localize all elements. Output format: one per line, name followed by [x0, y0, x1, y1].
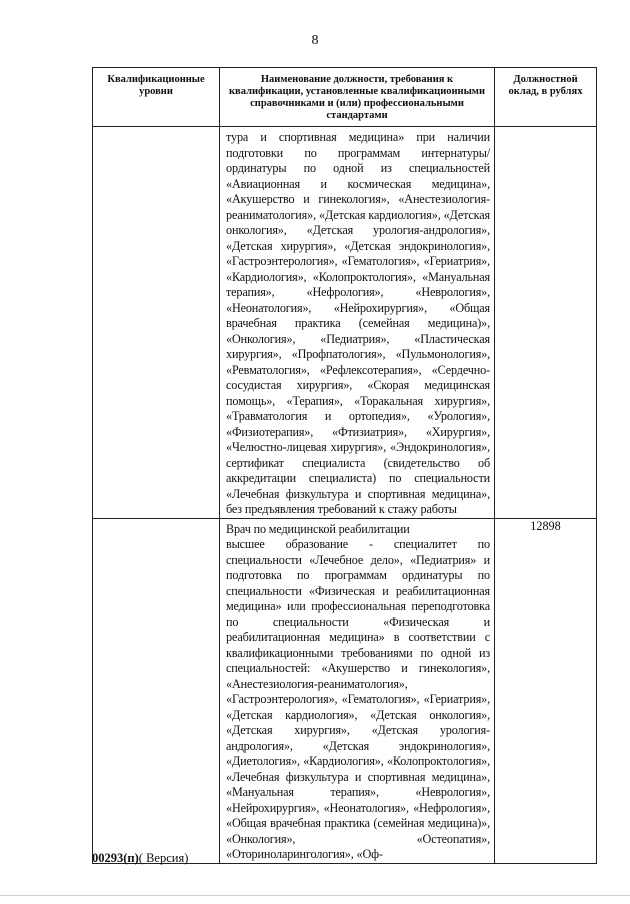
- qualification-table: [92, 67, 597, 864]
- table-row: [93, 127, 597, 519]
- header-position: Наименование должности, требования к квалификации, установленные квалификационными справочниками и (или) профессиональными стандартами: [220, 68, 495, 127]
- salary-cell: 12898: [495, 518, 597, 863]
- salary-cell: [495, 127, 597, 519]
- requirements-text: тура и спортивная медицина» при наличии подготовки по программам интернатуры/ординатуры по одной из специальностей «Авиационная и космическая медицина», «Акушерство и гинекология», «Анестезиология-реаниматология», «Детская кардиология», «Детская онкология», «Детская урология-андрология», «Детская хирургия», «Детская эндокринология», «Гастроэнтерология», «Гематология», «Гериатрия», «Кардиология», «Колопроктология», «Мануальная терапия», «Нефрология», «Неврология», «Неонатология», «Нейрохирургия», «Общая врачебная практика (семейная медицина)», «Онкология», «Педиатрия», «Пластическая хирургия», «Профпатология», «Пульмонология», «Ревматология», «Рефлексотерапия», «Сердечно-сосудистая хирургия», «Скорая медицинская помощь», «Терапия», «Торакальная хирургия», «Травматология и ортопедия», «Урология», «Физиотерапия», «Фтизиатрия», «Хирургия», «Челюстно-лицевая хирургия», «Эндокринология», сертификат специалиста (свидетельство об аккредитации специалиста) по специальности «Лечебная физкультура и спортивная медицина», без предъявления требований к стажу работы: [226, 130, 490, 516]
- document-id: 00293(п): [92, 851, 139, 865]
- header-salary: Должностной оклад, в рублях: [495, 68, 597, 127]
- table-header-row: [93, 68, 597, 127]
- position-cell: [220, 518, 495, 863]
- scan-edge-line: [0, 895, 630, 896]
- table-row: [93, 518, 597, 863]
- position-cell: [220, 127, 495, 519]
- position-title: Врач по медицинской реабилитации: [226, 521, 410, 536]
- header-levels: Квалификационные уровни: [93, 68, 220, 127]
- level-cell: [93, 127, 220, 519]
- level-cell: [93, 518, 220, 863]
- page-number: 8: [311, 33, 319, 48]
- requirements-text: высшее образование - специалитет по специальности «Лечебное дело», «Педиатрия» и подготовка по программам ординатуры по специальности «Физическая и реабилитационная медицина» или профессиональная переподготовка по специальности «Физическая и реабилитационная медицина» в соответствии с квалификационными требованиями по одной из специальностей: «Акушерство и гинекология», «Анестезиология-реаниматология», «Гастроэнтерология», «Гематология», «Гериатрия», «Детская кардиология», «Детская онкология», «Детская хирургия», «Детская урология-андрология», «Детская эндокринология», «Диетология», «Кардиология», «Колопроктология», «Лечебная физкультура и спортивная медицина», «Мануальная терапия», «Неврология», «Нейрохирургия», «Неонатология», «Нефрология», «Общая врачебная практика (семейная медицина)», «Онкология», «Остеопатия», «Оториноларингология», «Оф-: [226, 537, 490, 861]
- document-version: ( Версия): [138, 851, 189, 865]
- document-footer: [92, 851, 188, 866]
